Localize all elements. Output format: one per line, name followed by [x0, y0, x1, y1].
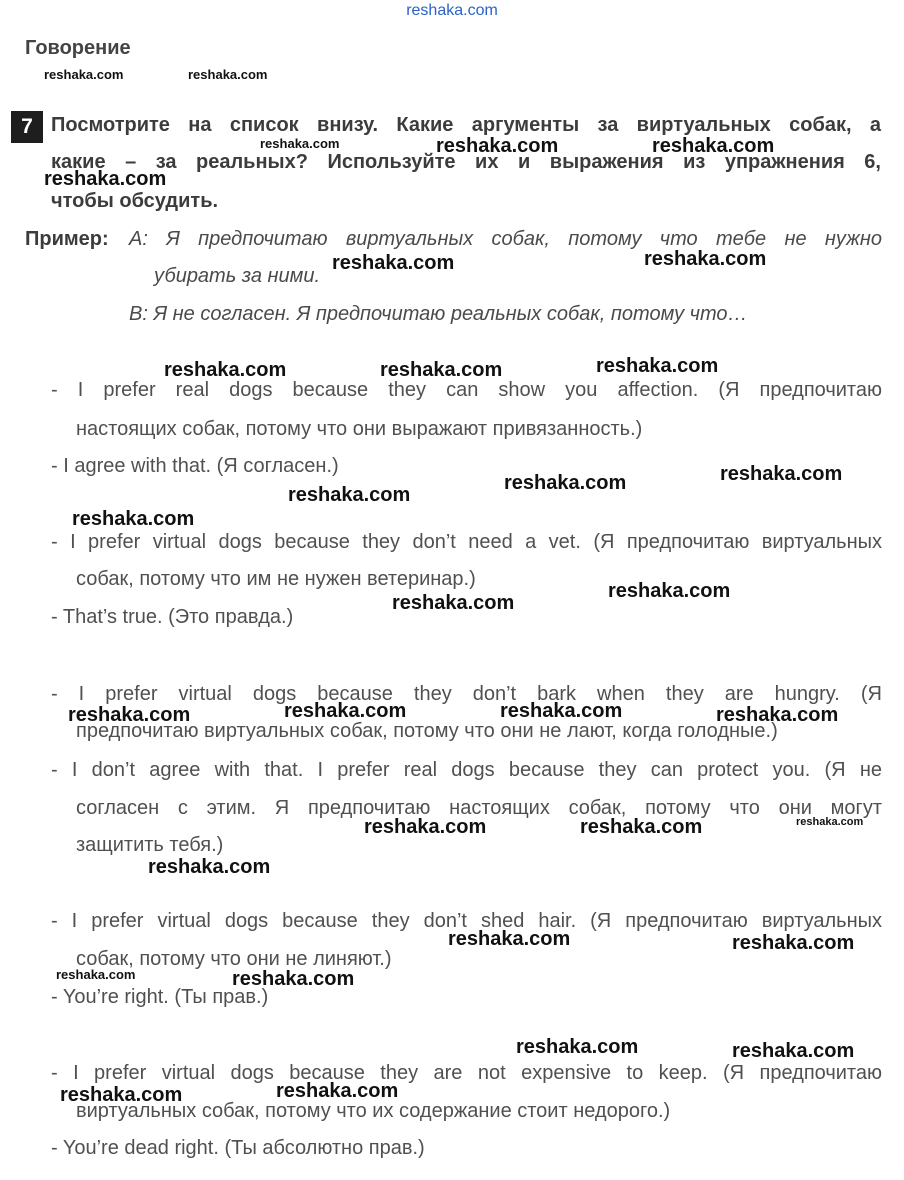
- watermark: reshaka.com: [68, 704, 191, 726]
- dialogue-line: собак, потому что они не линяют.): [76, 948, 392, 970]
- task-number-badge: 7: [11, 111, 43, 143]
- watermark: reshaka.com: [608, 580, 731, 602]
- watermark: reshaka.com: [260, 136, 340, 151]
- watermark: reshaka.com: [148, 856, 271, 878]
- watermark: reshaka.com: [580, 816, 703, 838]
- watermark: reshaka.com: [284, 700, 407, 722]
- watermark: reshaka.com: [44, 168, 167, 190]
- watermark: reshaka.com: [796, 816, 864, 828]
- task-instruction-line-1: Посмотрите на список внизу. Какие аргументы за виртуальных собак, а: [51, 114, 881, 136]
- watermark: reshaka.com: [56, 967, 136, 982]
- watermark: reshaka.com: [504, 472, 627, 494]
- watermark: reshaka.com: [232, 968, 355, 990]
- watermark: reshaka.com: [436, 135, 559, 157]
- example-b-line: B: Я не согласен. Я предпочитаю реальных собак, потому что…: [129, 303, 748, 325]
- site-url-header: reshaka.com: [406, 2, 498, 19]
- task-instruction-line-3: чтобы обсудить.: [51, 190, 219, 212]
- watermark: reshaka.com: [732, 932, 855, 954]
- dialogue-line: настоящих собак, потому что они выражают привязанность.): [76, 418, 643, 440]
- dialogue-line: предпочитаю виртуальных собак, потому что они не лают, когда голодные.): [76, 720, 778, 742]
- watermark: reshaka.com: [332, 252, 455, 274]
- watermark: reshaka.com: [72, 508, 195, 530]
- watermark: reshaka.com: [500, 700, 623, 722]
- dialogue-line: - You’re dead right. (Ты абсолютно прав.): [51, 1137, 425, 1159]
- watermark: reshaka.com: [652, 135, 775, 157]
- dialogue-line: - I prefer virtual dogs because they are not expensive to keep. (Я предпочитаю: [51, 1062, 882, 1084]
- dialogue-line: - I prefer virtual dogs because they don’t need a vet. (Я предпочитаю виртуальных: [51, 531, 882, 553]
- watermark: reshaka.com: [288, 484, 411, 506]
- dialogue-line: - I prefer virtual dogs because they don’t bark when they are hungry. (Я: [51, 683, 882, 705]
- dialogue-line: согласен с этим. Я предпочитаю настоящих собак, потому что они могут: [76, 797, 882, 819]
- watermark: reshaka.com: [716, 704, 839, 726]
- example-a-line-1: A: Я предпочитаю виртуальных собак, потому что тебе не нужно: [129, 228, 882, 250]
- dialogue-line: - I agree with that. (Я согласен.): [51, 455, 339, 477]
- example-label: Пример:: [25, 228, 109, 250]
- dialogue-line: - I prefer real dogs because they can show you affection. (Я предпочитаю: [51, 379, 882, 401]
- watermark: reshaka.com: [448, 928, 571, 950]
- section-title: Говорение: [25, 37, 131, 59]
- watermark: reshaka.com: [164, 359, 287, 381]
- example-a-line-2: убирать за ними.: [154, 265, 321, 287]
- dialogue-line: - I prefer virtual dogs because they don’t shed hair. (Я предпочитаю виртуальных: [51, 910, 882, 932]
- dialogue-line: виртуальных собак, потому что их содержание стоит недорого.): [76, 1100, 671, 1122]
- watermark: reshaka.com: [188, 67, 268, 82]
- watermark: reshaka.com: [596, 355, 719, 377]
- watermark: reshaka.com: [44, 67, 124, 82]
- watermark: reshaka.com: [60, 1084, 183, 1106]
- dialogue-line: - That’s true. (Это правда.): [51, 606, 294, 628]
- dialogue-line: собак, потому что им не нужен ветеринар.): [76, 568, 476, 590]
- watermark: reshaka.com: [392, 592, 515, 614]
- dialogue-line: - You’re right. (Ты прав.): [51, 986, 269, 1008]
- watermark: reshaka.com: [380, 359, 503, 381]
- task-instruction-line-2: какие – за реальных? Используйте их и выражения из упражнения 6,: [51, 151, 881, 173]
- watermark: reshaka.com: [276, 1080, 399, 1102]
- dialogue-line: защитить тебя.): [76, 834, 224, 856]
- watermark: reshaka.com: [720, 463, 843, 485]
- watermark: reshaka.com: [364, 816, 487, 838]
- dialogue-line: - I don’t agree with that. I prefer real dogs because they can protect you. (Я не: [51, 759, 882, 781]
- watermark: reshaka.com: [644, 248, 767, 270]
- watermark: reshaka.com: [516, 1036, 639, 1058]
- watermark: reshaka.com: [732, 1040, 855, 1062]
